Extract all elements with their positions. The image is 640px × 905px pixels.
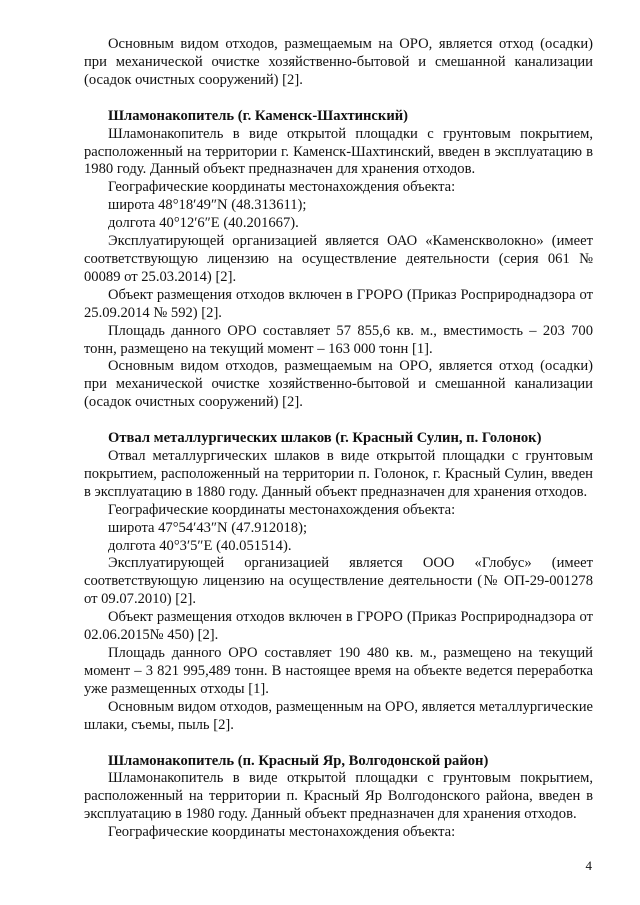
longitude-line: долгота 40°12′6″E (40.201667). <box>108 215 299 232</box>
paragraph: Географические координаты местонахождения объекта: <box>108 179 456 196</box>
section-gap <box>84 412 593 430</box>
page-number: 4 <box>585 858 592 873</box>
section-gap <box>84 90 593 108</box>
paragraph: Основным видом отходов, размещаемым на ОРО, является отход (осадки) при механической очистке хозяйственно-бытовой и смешанной канализации (осадок очистных сооружений) [2]. <box>84 358 593 411</box>
paragraph: Объект размещения отходов включен в ГРОРО (Приказ Росприроднадзора от 02.06.2015№ 450) [2]. <box>84 609 593 644</box>
paragraph: Отвал металлургических шлаков в виде открытой площадки с грунтовым покрытием, расположенный на территории п. Голонок, г. Красный Сулин, введен в эксплуатацию в 1880 году. Данный объект предназначен для хранения отходов. <box>84 448 593 500</box>
section-heading: Отвал металлургических шлаков (г. Красный Сулин, п. Голонок) <box>108 430 542 447</box>
paragraph: Шламонакопитель в виде открытой площадки с грунтовым покрытием, расположенный на территории п. Красный Яр Волгодонского района, введен в эксплуатацию в 1980 году. Данный объект предназначен для хранения отходов. <box>84 770 593 823</box>
section-heading: Шламонакопитель (г. Каменск-Шахтинский) <box>108 107 408 124</box>
paragraph: Географические координаты местонахождения объекта: <box>108 501 456 518</box>
section-gap <box>84 735 593 753</box>
paragraph: Основным видом отходов, размещаемым на ОРО, является отход (осадки) при механической очистке хозяйственно-бытовой и смешанной канализации (осадок очистных сооружений) [2]. <box>84 36 593 88</box>
latitude-line: широта 48°18′49″N (48.313611); <box>108 197 307 214</box>
paragraph: Эксплуатирующей организацией является ООО «Глобус» (имеет соответствующую лицензию на осуществление деятельности (№ ОП-29-001278 от 09.07.2010) [2]. <box>84 555 593 608</box>
paragraph: Географические координаты местонахождения объекта: <box>108 824 456 841</box>
longitude-line: долгота 40°3′5″E (40.051514). <box>108 537 292 554</box>
paragraph: Площадь данного ОРО составляет 57 855,6 кв. м., вместимость – 203 700 тонн, размещено на текущий момент – 163 000 тонн [1]. <box>84 322 593 357</box>
paragraph: Площадь данного ОРО составляет 190 480 кв. м., размещено на текущий момент – 3 821 995,489 тонн. В настоящее время на объекте ведется переработка уже размещенных отходы [1]. <box>84 645 593 697</box>
paragraph: Шламонакопитель в виде открытой площадки с грунтовым покрытием, расположенный на территории г. Каменск-Шахтинский, введен в эксплуатацию в 1980 году. Данный объект предназначен для хранения отходов. <box>84 125 593 178</box>
latitude-line: широта 47°54′43″N (47.912018); <box>108 519 308 536</box>
paragraph: Эксплуатирующей организацией является ОАО «Каменскволокно» (имеет соответствующую лицензию на осуществление деятельности (серия 061 № 00089 от 25.03.2014) [2]. <box>84 233 593 285</box>
document-page <box>84 36 593 842</box>
section-heading: Шламонакопитель (п. Красный Яр, Волгодонской район) <box>108 752 489 769</box>
paragraph: Основным видом отходов, размещенным на ОРО, является металлургические шлаки, съемы, пыль [2]. <box>84 698 593 733</box>
paragraph: Объект размещения отходов включен в ГРОРО (Приказ Росприроднадзора от 25.09.2014 № 592) [2]. <box>84 286 593 321</box>
